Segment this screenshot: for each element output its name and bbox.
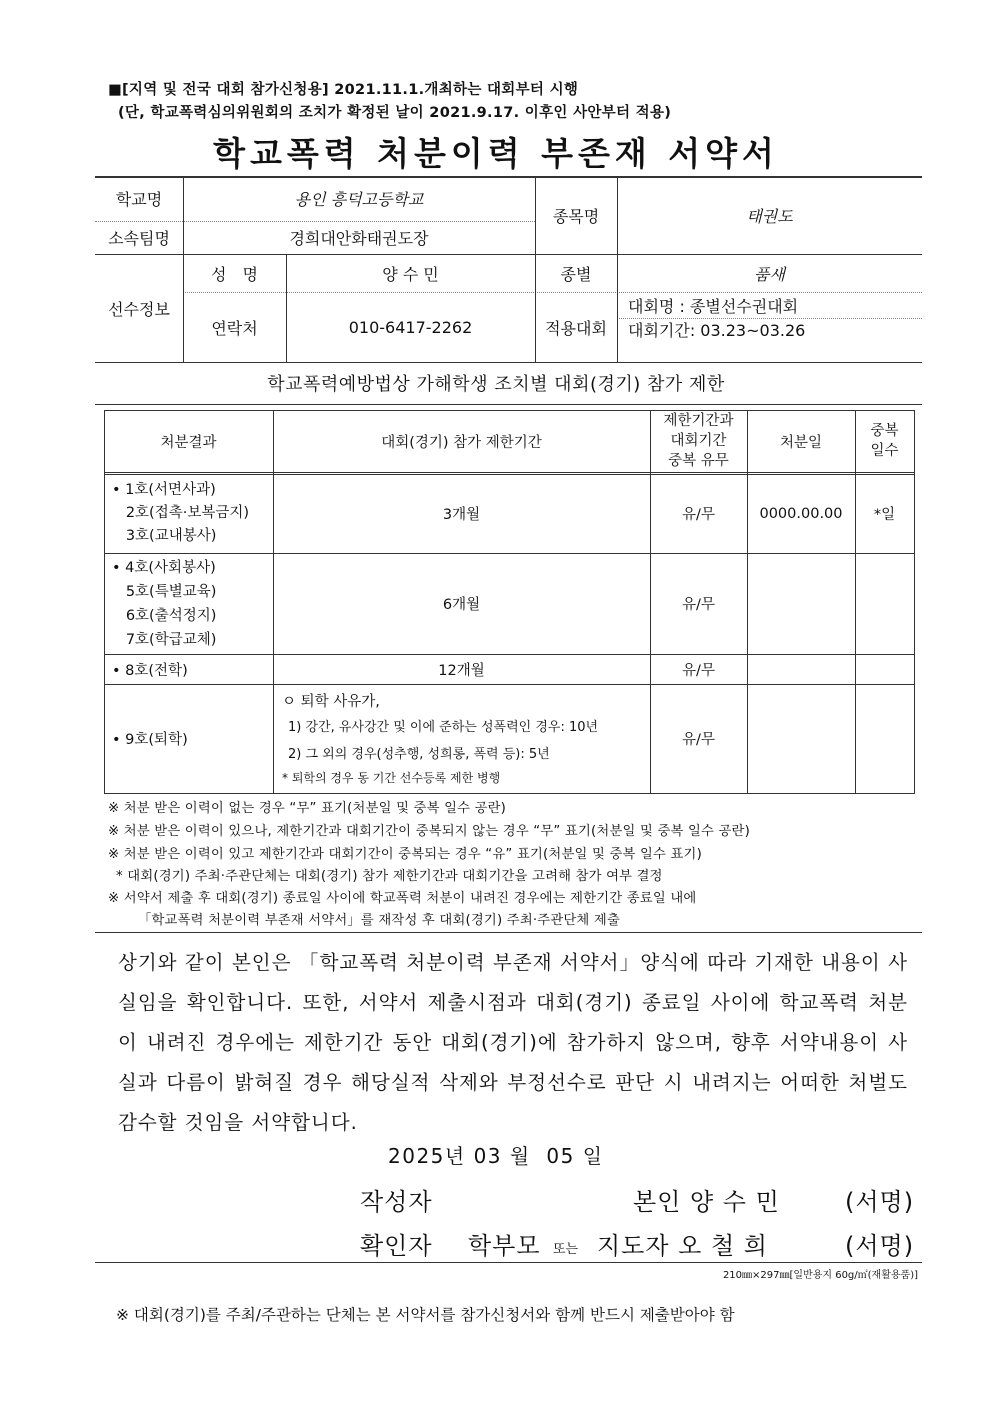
col-header-days: 중복 일수	[870, 423, 899, 459]
note-1: ※ 처분 받은 이력이 없는 경우 “무” 표기(처분일 및 중복 일수 공란)	[108, 801, 507, 816]
category-value: 품새	[754, 264, 785, 284]
category-label: 종별	[560, 264, 592, 284]
writer-label: 작성자	[360, 1188, 433, 1216]
pledge-text: 상기와 같이 본인은 「학교폭력 처분이력 부존재 서약서」양식에 따라 기재한 내용이 사실임을 확인합니다. 또한, 서약서 제출시점과 대회(경기) 종료일 사이에 학교폭력 처분이 내려진 경우에는 제한기간 동안 대회(경기)에 참가하지 않으며, 향후 서약내용이 사실과 다름이 밝혀질 경우 해당실적 삭제와 부정선수로 판단 시 내려지는 어떠한 처벌도 감수할 것임을 서약합니다.	[118, 951, 908, 1134]
row2-period: 6개월	[442, 597, 481, 613]
writer-sign: (서명)	[845, 1188, 915, 1216]
note-6: 「학교폭력 처분이력 부존재 서약서」를 재작성 후 대회(경기) 주최·주관단체 제출	[138, 913, 620, 928]
event-label: 종목명	[552, 206, 600, 226]
row3-period: 12개월	[438, 662, 485, 679]
row3-result: • 8호(전학)	[112, 662, 188, 679]
competition-name: 대회명 : 종별선수권대회	[628, 296, 799, 316]
row2-result: • 4호(사회봉사) 5호(특별교육) 6호(출석정지) 7호(학급교체)	[112, 559, 217, 648]
competition-label: 적용대회	[545, 318, 607, 338]
confirmer-label: 확인자	[360, 1232, 433, 1260]
team-label: 소속팀명	[108, 229, 170, 248]
row4-days	[855, 684, 914, 793]
athlete-label: 선수정보	[108, 299, 170, 319]
row1-overlap: 유/무	[682, 507, 715, 523]
signing-date: 2025년 03 월 05 일	[388, 1144, 604, 1168]
row2-days	[855, 553, 914, 654]
writer-name: 본인 양 수 민	[633, 1188, 780, 1216]
school-label: 학교명	[115, 190, 163, 209]
row2-overlap: 유/무	[682, 597, 715, 613]
row1-result: • 1호(서면사과) 2호(접촉·보복금지) 3호(교내봉사)	[112, 482, 250, 544]
row3-overlap: 유/무	[682, 662, 715, 679]
col-header-overlap: 제한기간과 대회기간 중복 유무	[663, 413, 734, 469]
row1-date: 0000.00.00	[759, 505, 843, 522]
col-header-period: 대회(경기) 참가 제한기간	[381, 434, 542, 451]
school-value: 용인 흥덕고등학교	[294, 190, 424, 209]
paper-spec: 210㎜×297㎜[일반용지 60g/㎡(재활용품)]	[722, 1270, 918, 1281]
contact-value: 010-6417-2262	[348, 317, 473, 337]
row2-date	[747, 553, 855, 654]
row4-result: • 9호(퇴학)	[112, 732, 188, 748]
footer-note: ※ 대회(경기)를 주최/주관하는 단체는 본 서약서를 참가신청서와 함께 반드시 제출받아야 함	[116, 1306, 735, 1324]
note-3: ※ 처분 받은 이력이 있고 제한기간과 대회기간이 중복되는 경우 “유” 표기(처분일 및 중복 일수 표기)	[108, 847, 702, 862]
competition-period: 대회기간: 03.23~03.26	[628, 320, 806, 340]
row1-period: 3개월	[442, 507, 481, 523]
or-text: 또는	[553, 1242, 579, 1257]
document-title: 학교폭력 처분이력 부존재 서약서	[213, 134, 779, 173]
header-line-1: ■[지역 및 전국 대회 참가신청용] 2021.11.1.개최하는 대회부터 시행	[108, 82, 579, 98]
row4-period-line-2: 1) 강간, 유사강간 및 이에 준하는 성폭력인 경우: 10년	[288, 720, 599, 735]
note-4: * 대회(경기) 주최·주관단체는 대회(경기) 참가 제한기간과 대회기간을 고려해 참가 여부 결정	[116, 869, 663, 884]
confirmer-sign: (서명)	[845, 1232, 915, 1260]
name-value: 양 수 민	[382, 264, 439, 284]
team-value: 경희대안화태권도장	[289, 229, 429, 248]
section-title: 학교폭력예방법상 가해학생 조치별 대회(경기) 참가 제한	[267, 374, 725, 395]
note-5: ※ 서약서 제출 후 대회(경기) 종료일 사이에 학교폭력 처분이 내려진 경우에는 제한기간 종료일 내에	[108, 891, 697, 906]
event-value: 태권도	[746, 206, 793, 226]
header-line-2: (단, 학교폭력심의위원회의 조치가 확정된 날이 2021.9.17. 이후인 사안부터 적용)	[118, 105, 672, 121]
col-header-result: 처분결과	[160, 434, 217, 451]
row4-period-line-3: 2) 그 외의 경우(성추행, 성희롱, 폭력 등): 5년	[288, 747, 550, 762]
note-2: ※ 처분 받은 이력이 있으나, 제한기간과 대회기간이 중복되지 않는 경우 “무” 표기(처분일 및 중복 일수 공란)	[108, 824, 750, 839]
row1-days: *일	[873, 507, 896, 523]
row3-days	[855, 654, 914, 684]
col-header-date: 처분일	[779, 434, 823, 451]
confirmer-name: 지도자 오 철 희	[597, 1232, 768, 1260]
row4-date	[747, 684, 855, 793]
row4-period-line-4: * 퇴학의 경우 동 기간 선수등록 제한 병행	[282, 771, 501, 785]
confirmer-role: 학부모	[468, 1232, 541, 1260]
row4-overlap: 유/무	[682, 732, 715, 748]
contact-label: 연락처	[211, 318, 258, 338]
row3-date	[747, 654, 855, 684]
row4-period-line-1: ㅇ 퇴학 사유가,	[282, 694, 380, 710]
name-label: 성 명	[211, 264, 258, 284]
